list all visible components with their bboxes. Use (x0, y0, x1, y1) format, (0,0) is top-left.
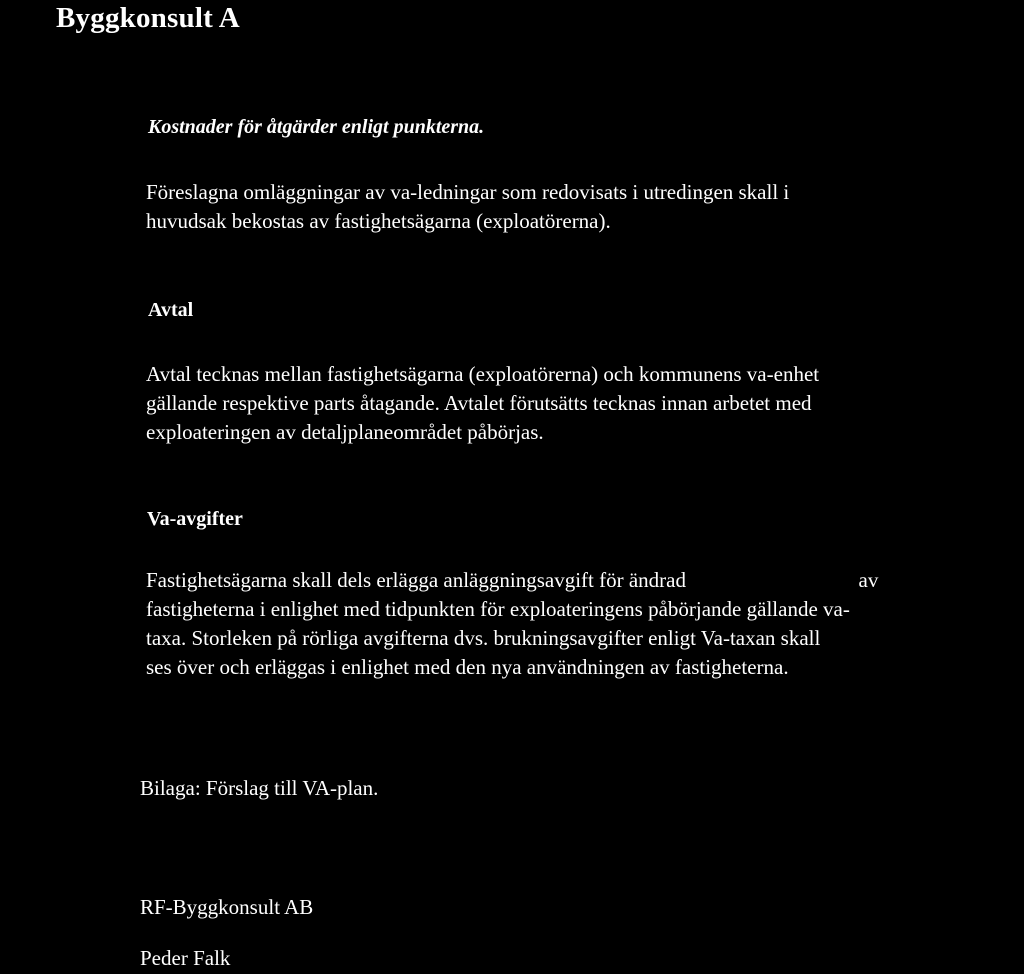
fees-paragraph (146, 566, 878, 682)
paragraph-line: taxa. Storleken på rörliga avgifterna dvs. brukningsavgifter enligt Va-taxan skall (146, 626, 821, 650)
signature-company: RF-Byggkonsult AB (140, 895, 314, 919)
paragraph-line: Föreslagna omläggningar av va-ledningar som redovisats i utredingen skall i (146, 180, 790, 204)
paragraph-line: huvudsak bekostas av fastighetsägarna (exploatörerna). (146, 209, 611, 233)
costs-heading: Kostnader för åtgärder enligt punkterna. (148, 116, 485, 138)
costs-paragraph (146, 178, 789, 236)
agreement-heading: Avtal (148, 299, 194, 321)
fees-heading: Va-avgifter (147, 508, 243, 530)
paragraph-line: exploateringen av detaljplaneområdet påbörjas. (146, 420, 544, 444)
signature-name: Peder Falk (140, 946, 231, 970)
fees-line1-part2: av (858, 568, 879, 592)
paragraph-line: Avtal tecknas mellan fastighetsägarna (exploatörerna) och kommunens va-enhet (146, 362, 820, 386)
fees-line1-part1: Fastighetsägarna skall dels erlägga anläggningsavgift för ändrad (146, 568, 686, 592)
header-title: Byggkonsult A (56, 2, 240, 34)
paragraph-line (146, 566, 878, 595)
paragraph-line: fastigheterna i enlighet med tidpunkten för exploateringens påbörjande gällande va- (146, 597, 850, 621)
attachment-note: Bilaga: Förslag till VA-plan. (140, 776, 379, 800)
paragraph-line: ses över och erläggas i enlighet med den nya användningen av fastigheterna. (146, 655, 789, 679)
paragraph-line: gällande respektive parts åtagande. Avtalet förutsätts tecknas innan arbetet med (146, 391, 812, 415)
agreement-paragraph (146, 360, 819, 447)
